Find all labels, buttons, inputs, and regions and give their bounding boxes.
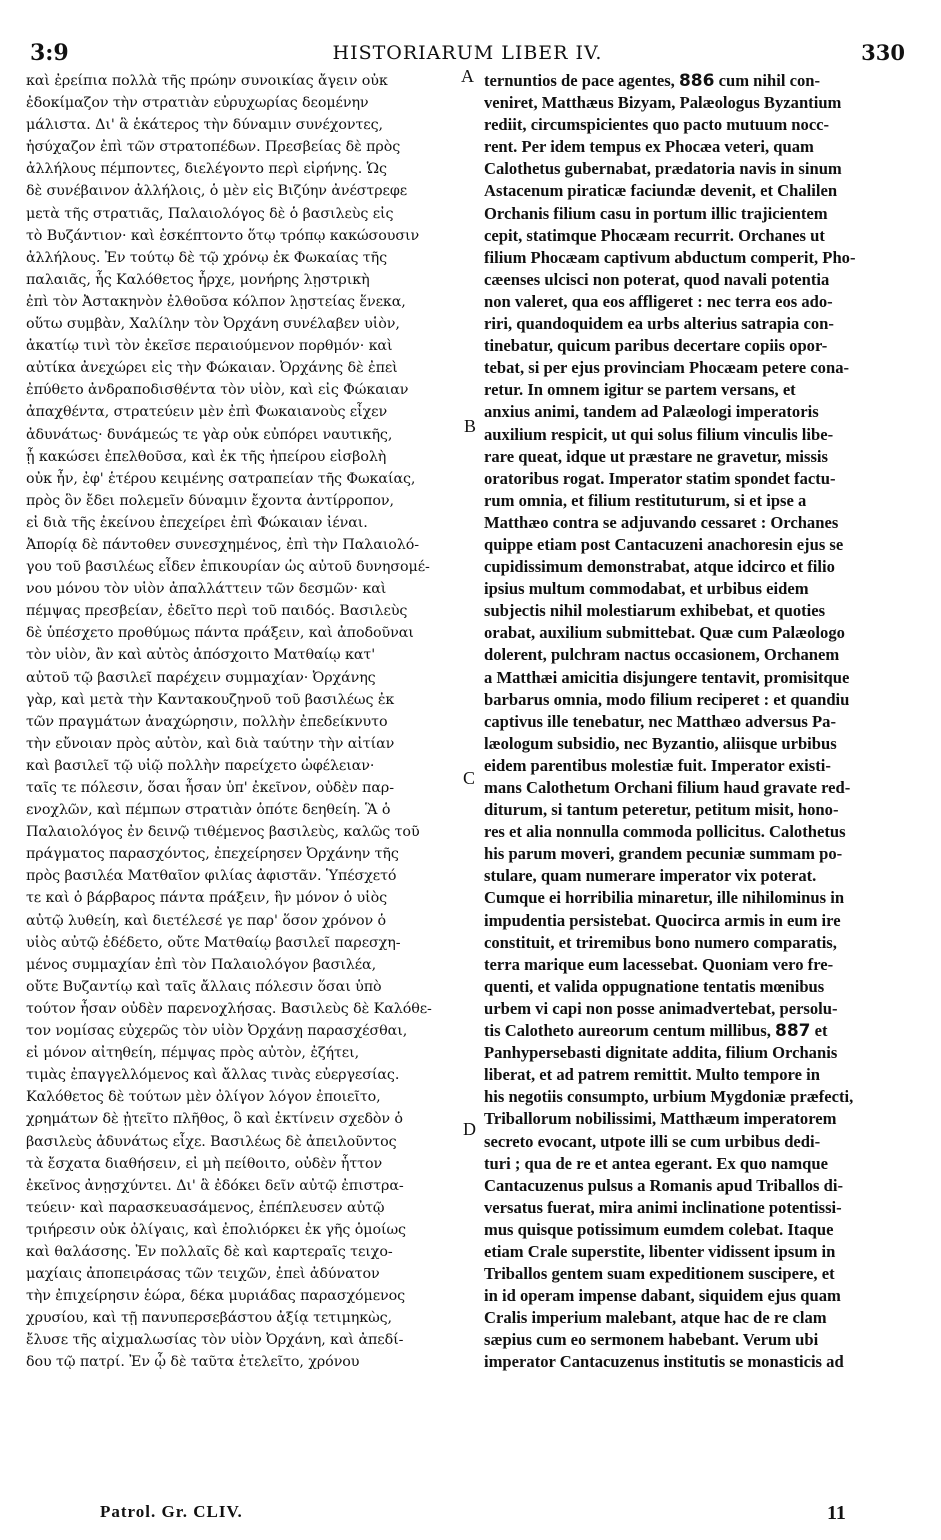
greek-text-line: καὶ θαλάσσης. Ἐν πολλαῖς δὲ καὶ καρτεραῖς τειχο- <box>26 1243 393 1260</box>
greek-text-line: εἰ μόνον αἰτηθείη, πέμψας πρὸς αὐτὸν, ἐζήτει, <box>26 1045 360 1062</box>
latin-text-line: riri, quandoquidem ea urbs alterius satrapia con- <box>484 314 834 334</box>
greek-text-line: γὰρ, καὶ μετὰ τὴν Καντακουζηνοῦ τοῦ βασιλέως ἐκ <box>26 691 395 708</box>
greek-text-line: ταῖς τε πόλεσιν, ὅσαι ἦσαν ὑπ' ἐκεῖνον, οὐδὲν παρ- <box>26 780 394 796</box>
latin-text-line: Triballos gentem suam expeditionem suscipere, et <box>484 1264 835 1284</box>
greek-text-line: ἔλυσε τῆς αἰχμαλωσίας τὸν υἱὸν Ὀρχάνη, καὶ ἀπεδί- <box>26 1332 404 1349</box>
greek-text-line: τεύειν· καὶ παρασκευασάμενος, ἐπέπλευσεν αὐτῷ <box>26 1199 385 1216</box>
greek-text-line: μετὰ τῆς στρατιᾶς, Παλαιολόγος δὲ ὁ βασιλεὺς εἰς <box>26 205 394 222</box>
latin-text-line: ternuntios de pace agentes, 886 cum nihil con- <box>484 71 821 91</box>
greek-text-line: τῶν πραγμάτων ἀναχώρησιν, πολλὴν ἐπεδείκνυτο <box>26 713 388 730</box>
latin-text-line: secreto evocant, utpote illi se cum urbibus dedi- <box>484 1131 821 1151</box>
greek-text-line: τον νομίσας εὐχερῶς τὸν υἱὸν Ὀρχάνῃ παρασχέσθαι, <box>26 1023 408 1040</box>
section-marker-c: C <box>463 768 476 788</box>
latin-text-line: orabat, auxilium submittebat. Quæ cum Palæologo <box>484 623 845 643</box>
greek-text-line: ἐπὶ τὸν Ἀστακηνὸν ἐλθοῦσα κόλπον λῃστείας ἕνεκα, <box>26 293 406 310</box>
latin-text-line: veniret, Matthæus Bizyam, Palæologus Byzantium <box>484 93 842 113</box>
page-footer <box>100 1502 901 1528</box>
latin-text-line: in id operam impense dabant, siquidem ejus quam <box>484 1286 841 1306</box>
latin-text-line: cupidissimum demonstrabat, atque idcirco et filio <box>484 557 835 577</box>
greek-text-line: Καλόθετος δὲ τούτων μὲν ὀλίγον λόγον ἐποιεῖτο, <box>26 1089 381 1106</box>
latin-text-line: imperator Cantacuzenus institutis se monasticis ad <box>484 1352 844 1372</box>
greek-text-line: οὕτω συμβὰν, Χαλίλην τὸν Ὀρχάνη συνέλαβεν υἱὸν, <box>26 316 400 333</box>
greek-text-line: τριήρεσιν οὐκ ὀλίγαις, καὶ ἐπολιόρκει ἐκ γῆς ὁμοίως <box>26 1221 406 1238</box>
latin-text-line: quippe etiam post Cantacuzeni anachoresin ejus se <box>484 534 844 554</box>
latin-text-line: terra marique eum lacessebat. Quoniam vero fre- <box>484 954 834 974</box>
latin-text-line: quenti, et valida oppugnatione tentatis mœnibus <box>484 976 825 996</box>
running-title: HISTORIARUM LIBER IV. <box>332 42 603 64</box>
latin-text-line: Cantacuzenus pulsus a Romanis apud Triballos di- <box>484 1175 844 1195</box>
latin-text-line: liberat, et ad patrem remittit. Multo tempore in <box>484 1065 820 1085</box>
latin-text-line: rediit, circumspicientes quo pacto mutuum nocc- <box>484 115 830 135</box>
latin-text-line: retur. In omnem igitur se partem versans, et <box>484 380 796 400</box>
latin-text-line: dolerent, pulchram nactus occasionem, Orchanem <box>484 645 840 665</box>
latin-text-line: tebat, si per ejus provinciam Phocæam petere cona- <box>484 358 850 378</box>
greek-text-line: αὐτίκα ἀνεχώρει εἰς τὴν Φώκαιαν. Ὀρχάνης δὲ ἐπεὶ <box>26 360 398 377</box>
greek-text-line: χρημάτων δὲ ᾐτεῖτο πλῆθος, ὃ καὶ ἐκτίνειν σχεδὸν ὁ <box>26 1111 403 1128</box>
greek-text-line: ἀκατίῳ τινὶ τὸν ἐκεῖσε περαιούμενον πορθμόν· καὶ <box>26 338 393 355</box>
greek-text-line: ἐκεῖνος ἀνῃσχύντει. Δι' ἃ ἐδόκει δεῖν αὐτῷ ἐπιστρα- <box>26 1177 404 1194</box>
greek-text-line: ἐπύθετο ἀνδραποδισθέντα τὸν υἱὸν, καὶ εἰς Φώκαιαν <box>26 382 409 399</box>
greek-text-line: ἀδυνάτως· δυνάμεώς τε γὰρ οὐκ εὐπόρει ναυτικῆς, <box>26 426 393 443</box>
greek-text-line: υἱὸς αὐτῷ ἐδέδετο, οὔτε Ματθαίῳ βασιλεῖ παρεσχη- <box>26 934 401 951</box>
greek-text-line: Παλαιολόγος ἐν δεινῷ τιθέμενος βασιλεὺς, καλῶς τοῦ <box>26 824 420 841</box>
greek-text-line: πέμψας πρεσβείαν, ἐδεῖτο περὶ τοῦ παιδός. Βασιλεὺς <box>26 603 408 620</box>
latin-text-line: tinebatur, quicum paribus decertare copiis opor- <box>484 336 828 356</box>
latin-text-line: versatus fuerat, mira animi inclinatione potentissi- <box>484 1197 842 1217</box>
greek-text-line: εἰ διὰ τῆς ἐκείνου ἐπεχείρει ἐπὶ Φώκαιαν ἰέναι. <box>26 514 368 531</box>
greek-text-line: τούτον ἦσαν οὐδὲν παρενοχλήσας. Βασιλεὺς δὲ Καλόθε- <box>26 1000 432 1017</box>
greek-text-line: καὶ ἐρείπια πολλὰ τῆς πρώην συνοικίας ἄγειν οὐκ <box>26 73 388 89</box>
latin-text-line: anxius animi, tandem ad Palæologi imperatoris <box>484 402 819 422</box>
greek-text-line: αὐτῷ λυθείη, καὶ διετέλεσέ γε παρ' ὅσον χρόνον ὁ <box>26 912 386 929</box>
greek-column <box>26 70 458 1374</box>
footer-signature: Patrol. Gr. CLIV. <box>100 1502 243 1521</box>
latin-text-line: urbem vi capi non posse animadvertebat, persolu- <box>484 998 838 1018</box>
latin-text-line: rare queat, idque ut præstare ne gravetur, missis <box>484 446 829 466</box>
latin-text-line: oratoribus rogat. Imperator statim spondet factu- <box>484 468 836 488</box>
latin-text-line: res et alia nonnulla commoda pollicitus. Calothetus <box>484 822 846 842</box>
latin-text-line: diturum, si tantum peteretur, petitum misit, hono- <box>484 800 839 820</box>
greek-text-line: παλαιᾶς, ἧς Καλόθετος ἦρχε, μονήρης λῃστρικὴ <box>26 271 370 288</box>
latin-text-line: Triballorum nobilissimi, Matthæum imperatorem <box>484 1109 837 1129</box>
greek-text-line: τε καὶ ὁ βάρβαρος πάντα πράξειν, ἣν μόνον ὁ υἱὸς <box>26 890 388 907</box>
latin-text-line: eidem parentibus molestiæ fuit. Imperator existi- <box>484 755 831 775</box>
latin-text-line: cæenses ulcisci non poterat, quod navali potentia <box>484 269 830 289</box>
greek-text-line: τὸν υἱὸν, ἂν καὶ αὐτὸς ἀπόσχοιτο Ματθαίῳ κατ' <box>26 647 376 664</box>
latin-text-line: rum omnia, et filium restituturum, si et ipse a <box>484 490 807 510</box>
greek-text-line: ἡσύχαζον ἐπὶ τῶν στρατοπέδων. Πρεσβείας δὲ πρὸς <box>26 139 401 156</box>
greek-text-line: αὐτοῦ τῷ βασιλεῖ παρέχειν συμμαχίαν· Ὀρχάνης <box>26 669 376 686</box>
greek-text-line: καὶ βασιλεῖ τῷ υἱῷ πολλὴν παρείχετο ὠφέλειαν· <box>26 757 375 774</box>
greek-text-line: πράγματος παρασχόντος, ἐπεχείρησεν Ὀρχάνην τῆς <box>26 846 399 863</box>
latin-text-line: subjectis nihil molestiarum exhibebat, et quoties <box>484 601 826 621</box>
latin-text-line: Matthæo contra se adjuvando cessaret : Orchanes <box>484 512 839 532</box>
latin-text-line: his negotiis consumpto, urbium Mygdoniæ præfecti, <box>484 1087 854 1107</box>
greek-text-line: πρὸς βασιλέα Ματθαῖον φιλίας ἀφιστᾶν. Ὑπέσχετό <box>26 868 397 885</box>
latin-text-line: turi ; qua de re et antea egerant. Ex quo namque <box>484 1153 829 1173</box>
greek-text-line: τὸ Βυζάντιον· καὶ ἐσκέπτοντο ὅτῳ τρόπῳ κακώσουσιν <box>26 227 420 244</box>
latin-text-line: Panhypersebasti dignitate addita, filium Orchanis <box>484 1043 838 1063</box>
latin-column <box>484 70 904 1374</box>
greek-text-line: τιμὰς ἐπαγγελλόμενος καὶ ἄλλας τινὰς εὐεργεσίας. <box>26 1067 400 1084</box>
greek-text-line: βασιλεὺς ἀδυνάτως εἶχε. Βασιλέως δὲ ἀπειλοῦντος <box>26 1133 397 1150</box>
latin-text-line: etiam Crale superstite, libenter vidissent ipsum in <box>484 1241 836 1261</box>
latin-text-line: filium Phocæam captivum abductum comperit, Pho- <box>484 247 856 267</box>
latin-text-line: his parum moveri, grandem pecuniæ summam po- <box>484 844 843 864</box>
footer-sheet-number: 11 <box>827 1502 846 1524</box>
greek-text-line: ᾗ κακώσει ἐπελθοῦσα, καὶ ἐκ τῆς ἠπείρου εἰσβολὴ <box>26 448 387 465</box>
greek-text-line: τὴν ἐπιχείρησιν ἑώρα, δέκα μυριάδας παρασχόμενος <box>26 1288 406 1305</box>
left-page-number: 3:9 <box>30 40 69 66</box>
latin-text-line: stulare, quam numerare imperator vix poterat. <box>484 866 817 886</box>
greek-text-line: τὴν εὔνοιαν πρὸς αὐτὸν, καὶ διὰ ταύτην τὴν αἰτίαν <box>26 735 395 752</box>
latin-text-line: constituit, et triremibus bono numero comparatis, <box>484 932 837 952</box>
latin-text-line: cepit, statimque Phocæam recurrit. Orchanes ut <box>484 225 825 245</box>
latin-text-line: auxilium respicit, ut qui solus filium vinculis libe- <box>484 424 834 444</box>
latin-text-line: a Matthæi amicitia disjungere tentavit, promisitque <box>484 667 850 687</box>
greek-text-line: οὔτε Βυζαντίῳ καὶ ταῖς ἄλλαις πόλεσιν ὅσαι ὑπὸ <box>26 978 382 995</box>
greek-text-line: μάλιστα. Δι' ἃ ἑκάτερος τὴν δύναμιν συνέχοντες, <box>26 117 383 134</box>
greek-text-line: δὲ συνέβαινον ἀλλήλοις, ὁ μὲν εἰς Βιζύην ἀνέστρεφε <box>26 183 408 200</box>
latin-text-line: barbarus omnia, modo filium reciperet : et quandiu <box>484 689 850 709</box>
latin-text-line: mans Calothetum Orchani filium haud gravate red- <box>484 778 851 797</box>
greek-text-line: γου τοῦ βασιλέως εἶδεν ἐπικουρίαν ὡς αὐτοῦ δυνησομέ- <box>26 559 430 576</box>
greek-text-line: ενοχλῶν, καὶ πέμπων στρατιὰν ὁπότε δεηθείη. Ἃ ὁ <box>26 802 391 819</box>
greek-text-line: μαχίαις ἀποπειράσας τῶν τειχῶν, ἐπεὶ ἀδύνατον <box>26 1266 380 1283</box>
section-marker-a: A <box>461 66 474 86</box>
column-number: 887 <box>775 1021 811 1042</box>
latin-text-line: rent. Per idem tempus ex Phocæa veteri, quam <box>484 137 814 157</box>
latin-text-line: impudentia persistebat. Quocirca armis in eum ire <box>484 910 841 930</box>
latin-text-line: captivus ille tenebatur, nec Matthæo adversus Pa- <box>484 711 836 731</box>
latin-text-line: Astacenum piraticæ faciundæ devenit, et Chalilen <box>484 181 838 201</box>
latin-text-line: tis Calotheto aureorum centum millibus, 887 et <box>484 1021 828 1042</box>
greek-text-line: νου μόνου τὸν υἱὸν ἀπαλλάττειν τῶν δεσμῶν· καὶ <box>26 581 387 598</box>
greek-text-line: οὐκ ἦν, ἐφ' ἑτέρου κειμένης σατραπείαν τῆς Φωκαίας, <box>26 470 416 487</box>
latin-text-line: Orchanis filium casu in portum illic trajicientem <box>484 203 828 223</box>
greek-text-line: πρὸς ὃν ἔδει πολεμεῖν δύναμιν ἔχοντα ἀντίρροπον, <box>26 492 394 509</box>
right-page-number: 330 <box>861 40 905 65</box>
latin-text-line: sæpius cum eo sermonem habebant. Verum ubi <box>484 1330 819 1350</box>
section-marker-d: D <box>463 1119 476 1139</box>
greek-text-line: μένος συμμαχίαν ἐπὶ τὸν Παλαιολόγον βασιλέα, <box>26 956 377 973</box>
greek-text-line: τὰ ἔσχατα διαθήσειν, εἰ μὴ πείθοιτο, οὐδὲν ἧττον <box>26 1155 383 1172</box>
section-marker-b: B <box>464 416 477 436</box>
greek-text-line: ἐδοκίμαζον τὴν στρατιὰν εὐρυχωρίας δεομένην <box>26 95 369 112</box>
latin-text-line: læologum subsidio, nec Byzantio, aliisque urbibus <box>484 733 837 753</box>
latin-text-line: ipsius multum commodabat, et urbibus eidem <box>484 579 809 599</box>
greek-text-line: χρυσίου, καὶ τῇ πανυπερσεβάστου ἀξίᾳ τετιμηκὼς, <box>26 1310 392 1327</box>
greek-text-line: δὲ ὑπέσχετο προθύμως πάντα πράξειν, καὶ ἀποδοῦναι <box>26 625 414 642</box>
latin-text-line: mus quisque potissimum eumdem colebat. Itaque <box>484 1219 834 1239</box>
column-number: 886 <box>678 71 715 91</box>
greek-text-line: ἀλλήλους. Ἐν τούτῳ δὲ τῷ χρόνῳ ἐκ Φωκαίας τῆς <box>26 249 387 266</box>
greek-text-line: δου τῷ πατρί. Ἐν ᾧ δὲ ταῦτα ἐτελεῖτο, χρόνου <box>26 1354 360 1371</box>
latin-text-line: Cumque ei horribilia minaretur, ille nihilominus in <box>484 888 845 908</box>
latin-text-line: non valeret, qua eos affligeret : nec terra eos ado- <box>484 291 833 311</box>
latin-text-line: Calothetus gubernabat, prædatoria navis in sinum <box>484 159 842 179</box>
greek-text-line: Ἀπορίᾳ δὲ πάντοθεν συνεσχημένος, ἐπὶ τὴν Παλαιολό- <box>26 536 419 553</box>
greek-text-line: ἀλλήλους πέμποντες, διελέγοντο περὶ εἰρήνης. Ὡς <box>26 161 387 178</box>
greek-text-line: ἀπαχθέντα, στρατεύειν μὲν ἐπὶ Φωκαιανοὺς εἶχεν <box>26 404 388 421</box>
latin-text-line: Cralis imperium malebant, atque hac de re clam <box>484 1308 827 1328</box>
